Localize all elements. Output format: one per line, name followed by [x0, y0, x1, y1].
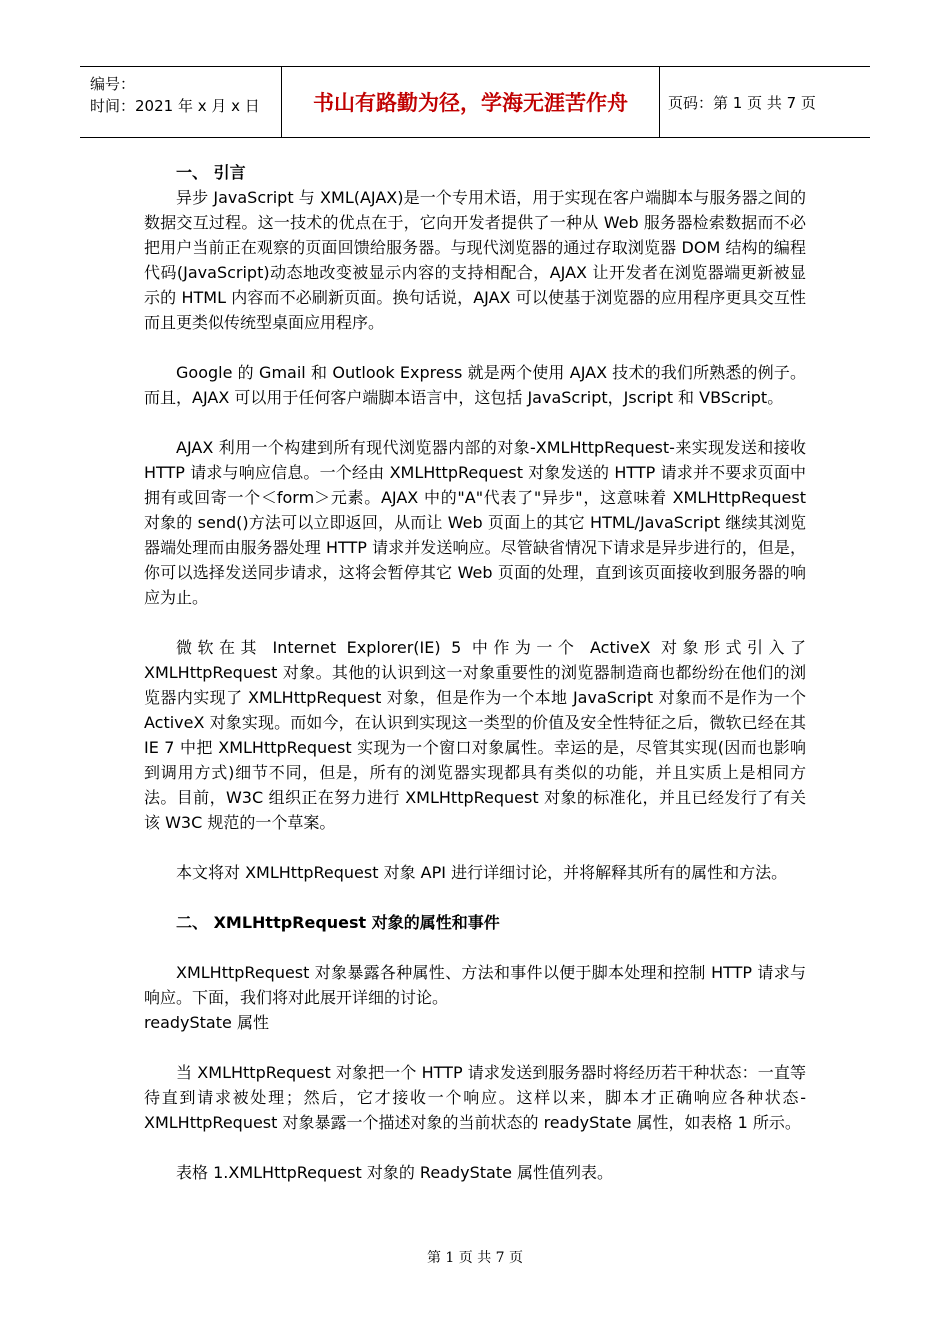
paragraph-4: 微软在其 Internet Explorer(IE) 5 中作为一个 ActiveX 对象形式引入了 XMLHttpRequest 对象。其他的认识到这一对象重要性的浏览器制造商也都纷纷在他们的浏览器内实现了 XMLHttpRequest 对象，但是作为一个本地 JavaScript 对象而不是作为一个 ActiveX 对象实现。而如今，在认识到实现这一类型的价值及安全性特征之后，微软已经在其 IE 7 中把 XMLHttpRequest 实现为一个窗口对象属性。幸运的是，尽管其实现(因而也影响到调用方式)细节不同，但是，所有的浏览器实现都具有类似的功能，并且实质上是相同方法。目前，W3C 组织正在努力进行 XMLHttpRequest 对象的标准化，并且已经发行了有关该 W3C 规范的一个草案。: [144, 638, 806, 832]
paragraph-7: 当 XMLHttpRequest 对象把一个 HTTP 请求发送到服务器时将经历若干种状态：一直等待直到请求被处理；然后，它才接收一个响应。这样以来，脚本才正确响应各种状态-XMLHttpRequest 对象暴露一个描述对象的当前状态的 readyState 属性，如表格 1 所示。: [144, 1063, 806, 1132]
paragraph-6b: readyState 属性: [144, 1013, 269, 1032]
header-motto: 书山有路勤为径，学海无涯苦作舟: [282, 67, 660, 137]
doc-time: 时间：2021 年 x 月 x 日: [90, 97, 260, 115]
header-page-info: 页码：第 1 页 共 7 页: [668, 93, 816, 112]
paragraph-5: 本文将对 XMLHttpRequest 对象 API 进行详细讨论，并将解释其所有的属性和方法。: [176, 863, 788, 882]
header-meta: [80, 67, 282, 137]
page-header: [80, 66, 870, 138]
paragraph-8: 表格 1.XMLHttpRequest 对象的 ReadyState 属性值列表。: [176, 1163, 614, 1182]
document-body: [144, 160, 806, 1185]
paragraph-1: 异步 JavaScript 与 XML(AJAX)是一个专用术语，用于实现在客户端脚本与服务器之间的数据交互过程。这一技术的优点在于，它向开发者提供了一种从 Web 服务器检索数据而不必把用户当前正在观察的页面回馈给服务器。与现代浏览器的通过存取浏览器 DOM 结构的编程代码(JavaScript)动态地改变被显示内容的支持相配合，AJAX 让开发者在浏览器端更新被显示的 HTML 内容而不必刷新页面。换句话说，AJAX 可以使基于浏览器的应用程序更具交互性而且更类似传统型桌面应用程序。: [144, 188, 806, 332]
paragraph-6: XMLHttpRequest 对象暴露各种属性、方法和事件以便于脚本处理和控制 HTTP 请求与响应。下面，我们将对此展开详细的讨论。: [144, 963, 806, 1007]
section-2-title: 二、 XMLHttpRequest 对象的属性和事件: [176, 913, 500, 932]
page-footer: 第 1 页 共 7 页: [426, 1250, 524, 1266]
doc-number: 编号：: [90, 75, 136, 93]
paragraph-2: Google 的 Gmail 和 Outlook Express 就是两个使用 AJAX 技术的我们所熟悉的例子。而且，AJAX 可以用于任何客户端脚本语言中，这包括 JavaScript，Jscript 和 VBScript。: [144, 363, 806, 407]
section-1-title: 一、 引言: [176, 163, 246, 182]
paragraph-3: AJAX 利用一个构建到所有现代浏览器内部的对象-XMLHttpRequest-来实现发送和接收 HTTP 请求与响应信息。一个经由 XMLHttpRequest 对象发送的 HTTP 请求并不要求页面中拥有或回寄一个＜form＞元素。AJAX 中的"A"代表了"异步"，这意味着 XMLHttpRequest 对象的 send()方法可以立即返回，从而让 Web 页面上的其它 HTML/JavaScript 继续其浏览器端处理而由服务器处理 HTTP 请求并发送响应。尽管缺省情况下请求是异步进行的，但是，你可以选择发送同步请求，这将会暂停其它 Web 页面的处理，直到该页面接收到服务器的响应为止。: [144, 438, 806, 607]
